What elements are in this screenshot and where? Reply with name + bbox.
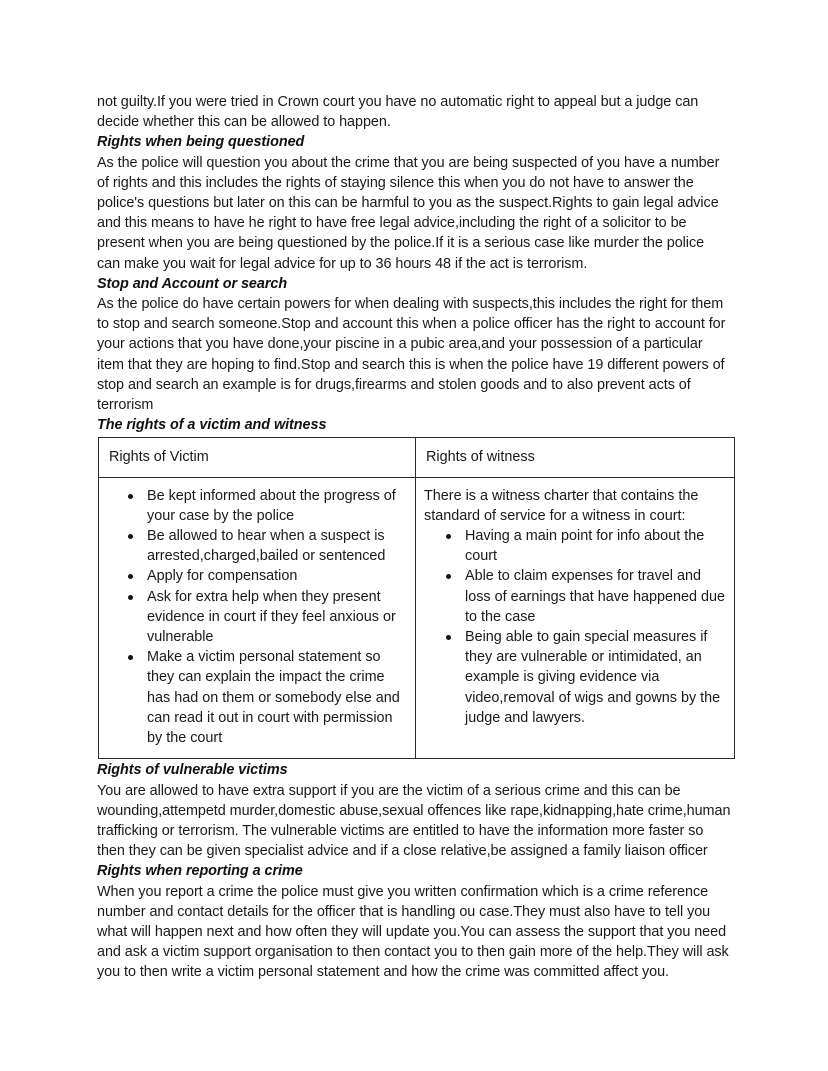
list-item: Ask for extra help when they present evidence in court if they feel anxious or vulnerable — [147, 587, 407, 648]
list-item: Able to claim expenses for travel and loss of earnings that have happened due to the case — [465, 566, 726, 627]
document-body — [97, 92, 731, 983]
witness-rights-intro: There is a witness charter that contains the standard of service for a witness in court: — [424, 487, 699, 524]
list-item: Having a main point for info about the court — [465, 526, 726, 566]
list-item: Be allowed to hear when a suspect is arrested,charged,bailed or sentenced — [147, 526, 407, 566]
heading-rights-when-reporting-a-crime: Rights when reporting a crime — [97, 863, 303, 880]
table-cell-witness-rights — [416, 477, 735, 759]
list-item: Be kept informed about the progress of your case by the police — [147, 486, 407, 526]
table-cell-victim-rights — [99, 477, 416, 759]
table-header-cell-witness — [416, 438, 735, 477]
table-header-cell-victim — [99, 438, 416, 477]
rights-table — [98, 437, 735, 759]
table-row — [99, 477, 735, 759]
heading-rights-of-victim-and-witness: The rights of a victim and witness — [97, 417, 327, 434]
paragraph-rights-when-reporting-a-crime: When you report a crime the police must give you written confirmation which is a crime reference number and contact details for the officer that is handling ou case.They must also have to tell you what will happen next and how often they will update you.You can assess the support that you need and ask a victim support organisation to then contact you to then gain more of the help.They will ask you to then write a victim personal statement and how the crime was committed affect you. — [97, 883, 729, 981]
victim-rights-list — [107, 486, 407, 749]
paragraph-rights-when-being-questioned: As the police will question you about the crime that you are being suspected of you have a number of rights and this includes the rights of staying silence this when you do not have to answer the police's questions but later on this can be harmful to you as the suspect.Rights to gain legal advice and this means to have he right to have free legal advice,including the right of a solicitor to be present when you are being questioned by the police.If it is a serious case like murder the police can make you wait for legal advice for up to 36 hours 48 if the act is terrorism. — [97, 154, 720, 272]
list-item: Apply for compensation — [147, 566, 407, 586]
table-header-victim-label: Rights of Victim — [109, 449, 209, 466]
table-header-witness-label: Rights of witness — [426, 449, 535, 466]
heading-rights-of-vulnerable-victims: Rights of vulnerable victims — [97, 762, 288, 779]
witness-rights-list — [424, 526, 726, 728]
heading-stop-and-account-or-search: Stop and Account or search — [97, 275, 288, 292]
paragraph-stop-and-account-or-search: As the police do have certain powers for when dealing with suspects,this includes the right for them to stop and search someone.Stop and account this when a police officer has the right to account for your actions that you have done,your piscine in a pubic area,and your possession of a particular item that they are hoping to find.Stop and search this is when the police have 19 different powers of stop and search an example is for drugs,firearms and stolen goods and to also prevent acts of terrorism — [97, 296, 726, 414]
intro-paragraph: not guilty.If you were tried in Crown court you have no automatic right to appeal but a judge can decide whether this can be allowed to happen. — [97, 94, 699, 131]
list-item: Being able to gain special measures if they are vulnerable or intimidated, an example is giving evidence via video,removal of wigs and gowns by the judge and lawyers. — [465, 627, 726, 728]
victim-rights-content — [99, 478, 415, 759]
witness-rights-content — [416, 478, 734, 738]
heading-rights-when-being-questioned: Rights when being questioned — [97, 134, 305, 151]
paragraph-rights-of-vulnerable-victims: You are allowed to have extra support if you are the victim of a serious crime and this can be wounding,attempetd murder,domestic abuse,sexual offences like rape,kidnapping,hate crime,human trafficking or terrorism. The vulnerable victims are entitled to have the information more faster so then they can be given specialist advice and if a close relative,be assigned a family liaison officer — [97, 782, 731, 860]
list-item: Make a victim personal statement so they can explain the impact the crime has had on them or somebody else and can read it out in court with permission by the court — [147, 647, 407, 748]
table-header-row — [99, 438, 735, 477]
